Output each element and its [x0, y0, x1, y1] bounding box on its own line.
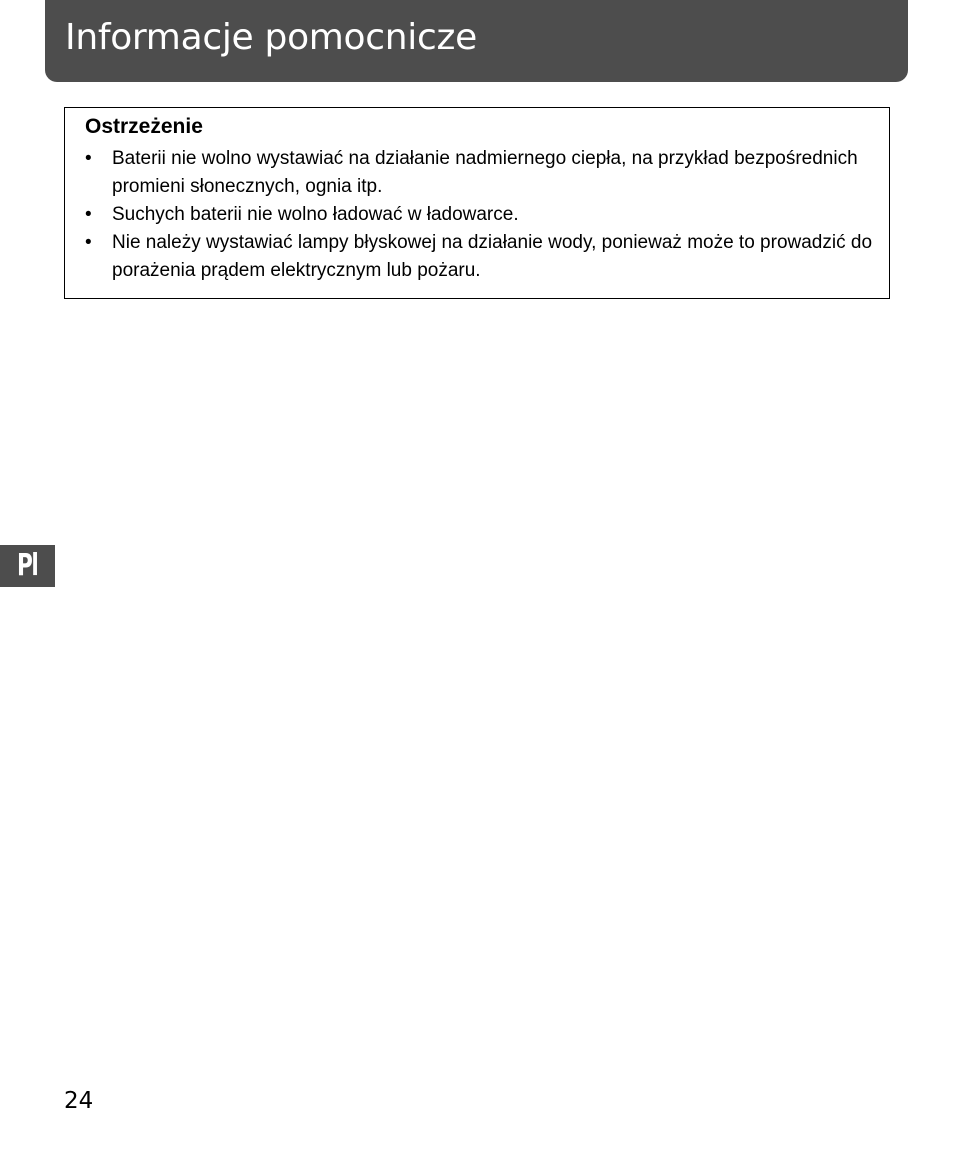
warning-box [64, 107, 890, 299]
warning-item [85, 145, 875, 201]
language-tab [0, 545, 55, 587]
bullet-icon: • [85, 148, 92, 169]
warning-item-text: Suchych baterii nie wolno ładować w ładowarce. [112, 204, 519, 225]
warning-title: Ostrzeżenie [85, 115, 203, 138]
header-bar [45, 0, 908, 82]
warning-item-text: Nie należy wystawiać lampy błyskowej na działanie wody, ponieważ może to prowadzić do porażenia prądem elektrycznym lub pożaru. [112, 232, 873, 281]
warning-item-text: Baterii nie wolno wystawiać na działanie nadmiernego ciepła, na przykład bezpośrednich promieni słonecznych, ognia itp. [112, 148, 858, 197]
bullet-icon: • [85, 204, 92, 225]
warning-item [85, 201, 875, 229]
bullet-icon: • [85, 232, 92, 253]
page-title: Informacje pomocnicze [65, 17, 477, 58]
warning-list [85, 145, 875, 285]
page-number: 24 [64, 1088, 94, 1114]
language-tab-label: Pl [17, 548, 38, 583]
warning-item [85, 229, 875, 285]
